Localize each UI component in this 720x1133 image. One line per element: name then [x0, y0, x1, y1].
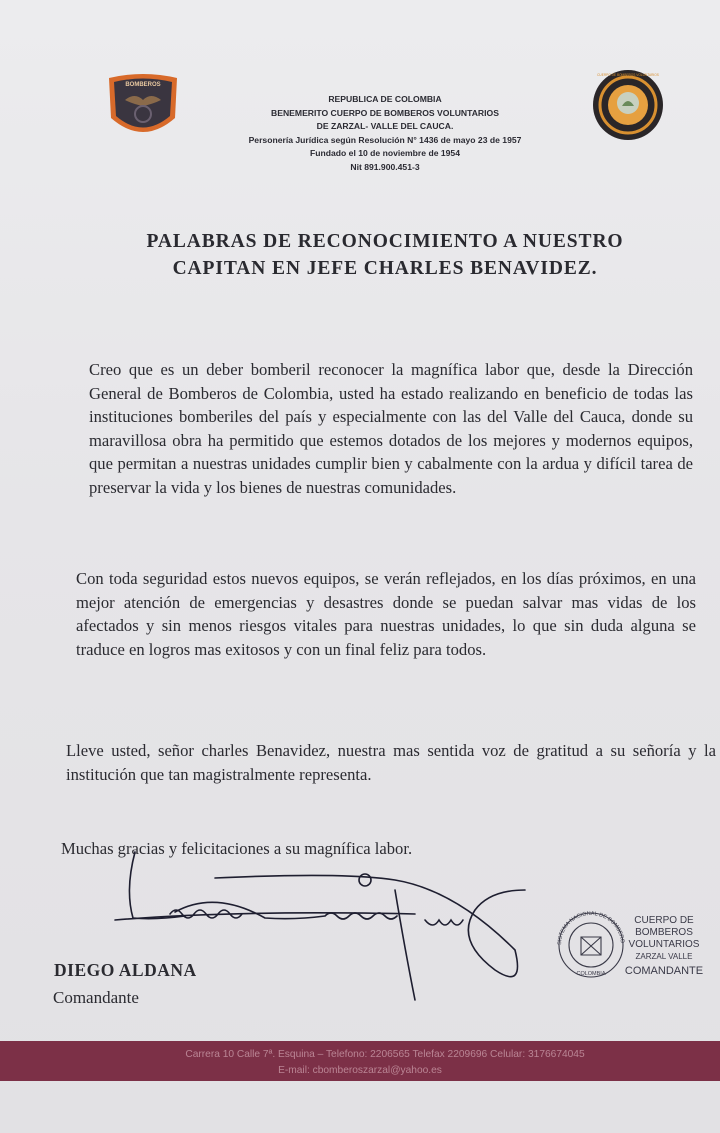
letterhead [215, 93, 555, 175]
letterhead-line: Personería Jurídica según Resolución N° 1436 de mayo 23 de 1957 [248, 134, 522, 145]
stamp-line: VOLUNTARIOS [628, 939, 700, 950]
closing-thanks: Muchas gracias y felicitaciones a su magnífica labor. [61, 839, 413, 858]
left-logo-text: BOMBEROS [125, 82, 161, 88]
signer-role: Comandante [53, 988, 139, 1007]
letterhead-line: Nit 891.900.451-3 [350, 161, 420, 172]
title-line-1: PALABRAS DE RECONOCIMIENTO A NUESTRO [146, 231, 624, 252]
letterhead-line: BENEMERITO CUERPO DE BOMBEROS VOLUNTARIOS [271, 107, 499, 118]
paragraph-2: Con toda seguridad estos nuevos equipos, se verán reflejados, en los días próximos, en una mejor atención de emergencias y desastres donde se puedan salvar mas vidas de los afectados y sin menos riesgos vitales para nuestras unidades, lo que sin duda alguna se traduce en logros mas exitosos y con un final feliz para todos. [76, 569, 696, 659]
stamp-ring-text: SISTEMA NACIONAL DE BOMBERO [556, 910, 625, 946]
cuerpo-bomberos-emblem-icon [586, 68, 670, 142]
paragraph-1: Creo que es un deber bomberil reconocer la magnífica labor que, desde la Dirección General de Bomberos de Colombia, usted ha estado realizando en beneficio de todas las instituciones bomberiles del país y especialmente con las del Valle del Cauca, donde su maravillosa obra ha permitido que estemos dotados de los mejores y modernos equipos, que permitan a nuestras unidades cumplir bien y cabalmente con la ardua y difícil tarea de preservar la vida y los bienes de nuestras comunidades. [89, 360, 693, 497]
letterhead-line: REPUBLICA DE COLOMBIA [328, 94, 442, 104]
stamp-bottom-text: COLOMBIA [576, 971, 606, 977]
footer-bar [0, 1041, 720, 1081]
letterhead-line: Fundado el 10 de noviembre de 1954 [310, 148, 460, 159]
footer-email: E-mail: cbomberoszarzal@yahoo.es [278, 1065, 442, 1076]
official-stamp-icon [553, 905, 720, 983]
stamp-line: CUERPO DE [634, 915, 694, 926]
right-logo-text: CUERPO DE BOMBEROS VOLUNTARIOS [597, 73, 659, 77]
document-title [100, 228, 670, 282]
stamp-line: COMANDANTE [624, 965, 704, 977]
letterhead-line: DE ZARZAL- VALLE DEL CAUCA. [316, 121, 454, 132]
footer-address: Carrera 10 Calle 7ª. Esquina – Telefono: 2206565 Telefax 2209696 Celular: 3176674045 [185, 1049, 585, 1060]
stamp-line: ZARZAL VALLE [635, 952, 693, 961]
paragraph-3: Lleve usted, señor charles Benavidez, nuestra mas sentida voz de gratitud a su señoría y la institución que tan magistralmente representa. [66, 741, 716, 784]
bomberos-shield-logo-icon [103, 70, 183, 146]
handwritten-signature-icon [95, 850, 555, 1010]
signer-name: DIEGO ALDANA [54, 960, 197, 980]
svg-text:SISTEMA NACIONAL DE BOMBEROS [553, 905, 625, 945]
title-line-2: CAPITAN EN JEFE CHARLES BENAVIDEZ. [172, 258, 598, 279]
stamp-line: BOMBEROS [635, 927, 693, 938]
